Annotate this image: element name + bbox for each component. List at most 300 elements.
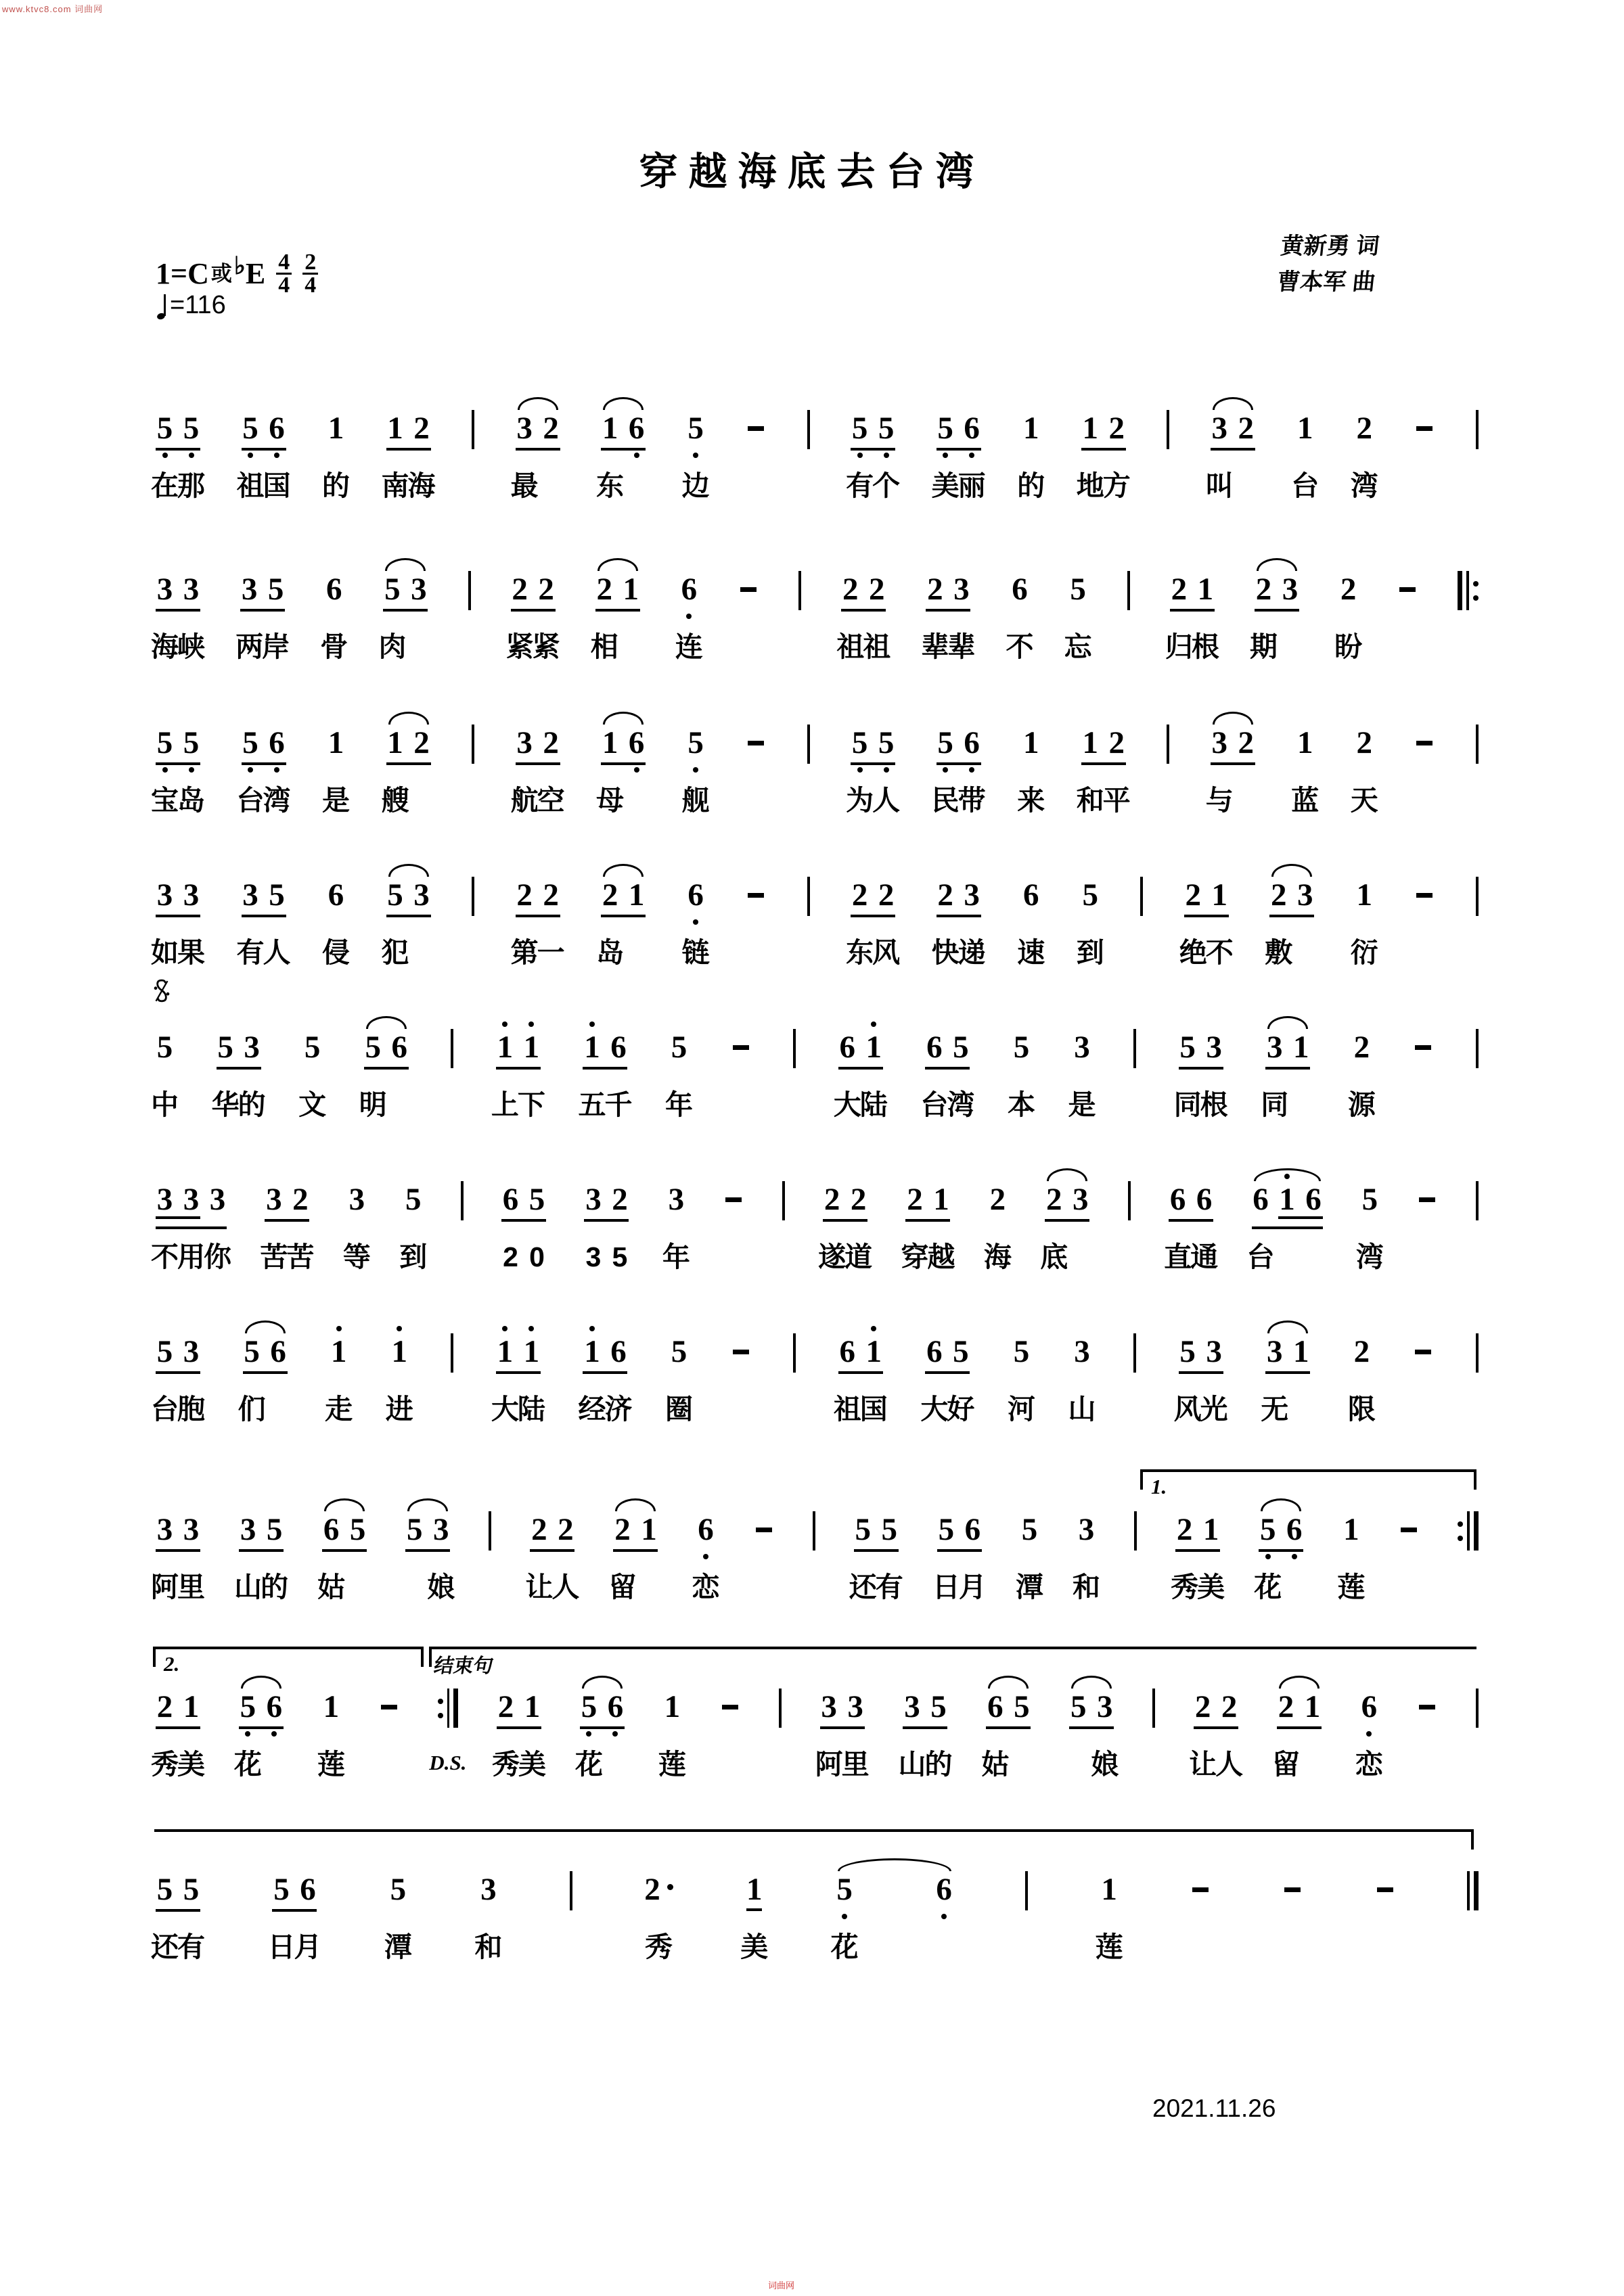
key-signature — [156, 252, 318, 296]
lyric-syllable: 姑 — [981, 1749, 1010, 1780]
lyric-syllable: 和 — [1076, 785, 1104, 816]
note-digit: 6 — [839, 1030, 856, 1065]
lyric-syllable: 河 — [1007, 1394, 1035, 1425]
note — [151, 1030, 179, 1120]
note-digit: 3 — [244, 1030, 260, 1065]
lyric-syllable: 美 — [931, 470, 960, 501]
barline — [1167, 725, 1169, 764]
lyric-syllable: 的 — [924, 1749, 953, 1780]
note-digit: 5 — [878, 411, 895, 446]
barline — [451, 1029, 453, 1068]
lyric-syllable: 辈 — [947, 631, 976, 662]
barline — [1476, 1029, 1479, 1068]
note — [836, 572, 865, 662]
lyric-syllable: 犯 — [381, 937, 409, 968]
note — [236, 411, 265, 501]
note — [151, 877, 179, 968]
lyric-syllable: 文 — [298, 1089, 327, 1120]
note-digit: 2 — [644, 1872, 660, 1907]
note-digit: 5 — [1013, 1030, 1030, 1065]
note — [1272, 1689, 1300, 1780]
note-digit: 3 — [411, 572, 427, 607]
b-thin — [1467, 1871, 1470, 1910]
note-digit: 5 — [1070, 1689, 1087, 1724]
note — [1303, 1691, 1322, 1722]
lyric-syllable: 人 — [551, 1571, 580, 1603]
note — [584, 1182, 602, 1272]
note — [322, 877, 351, 968]
note — [846, 877, 874, 968]
lyric-syllable: 里 — [177, 1571, 205, 1603]
note-digit: 1 — [183, 1689, 200, 1724]
note-digit: 5 — [217, 1030, 233, 1065]
note-digit: 1 — [523, 1030, 540, 1065]
note — [932, 1512, 960, 1603]
low-octave-dot — [162, 767, 168, 773]
note — [935, 1874, 953, 1905]
note-digit: 1 — [391, 1334, 407, 1369]
lyric-syllable: 湾 — [263, 785, 291, 816]
note-digit: 3 — [348, 1182, 365, 1217]
note — [1305, 1184, 1323, 1215]
note-digit: 5 — [240, 1689, 256, 1724]
note-digit: 3 — [432, 1512, 449, 1547]
lyric-syllable: 风 — [872, 937, 901, 968]
sixteenth-subgroup — [1278, 1184, 1323, 1219]
note-digit: 5 — [390, 1872, 407, 1907]
note — [1165, 572, 1193, 662]
note-digit: 5 — [938, 1512, 955, 1547]
low-octave-dot — [884, 453, 889, 458]
note — [427, 1512, 455, 1603]
lyric-syllable: 第 — [510, 937, 539, 968]
composer-credit: 曹本军 曲 — [1276, 269, 1377, 295]
note-digit: 5 — [156, 1872, 173, 1907]
music-line-4 — [151, 877, 1479, 968]
note — [692, 1512, 720, 1603]
note — [1237, 727, 1255, 758]
flat-icon: ♭ — [233, 252, 246, 279]
note-digit: 6 — [681, 572, 698, 607]
note — [920, 1030, 949, 1120]
note-digit: 6 — [300, 1872, 316, 1907]
note-digit: 2 — [543, 725, 559, 760]
note — [1102, 725, 1131, 816]
lyric-syllable: 在 — [151, 470, 179, 501]
note-digit: 3 — [516, 411, 533, 446]
low-octave-dot — [842, 1914, 847, 1919]
lyric-syllable: 莲 — [658, 1749, 686, 1780]
lyric-syllable: 母 — [596, 785, 625, 816]
beam-group — [846, 877, 901, 968]
low-octave-dot — [634, 767, 639, 773]
lyric-syllable: 的 — [1017, 470, 1045, 501]
beam-group — [578, 1334, 633, 1425]
note-digit: 2 — [850, 1182, 867, 1217]
beam-group — [405, 1512, 455, 1603]
note-digit: 6 — [269, 725, 285, 760]
note-digit: 1 — [602, 411, 618, 446]
lyric-syllable: 宝 — [151, 785, 179, 816]
note-digit: 5 — [855, 1512, 872, 1547]
barline — [461, 1181, 464, 1220]
quarter-note-icon — [157, 293, 167, 320]
lyric-syllable: 好 — [947, 1394, 975, 1425]
note-digit: 3 — [156, 572, 173, 607]
lyric-syllable: 祖 — [863, 631, 891, 662]
note-digit: 3 — [1097, 1689, 1113, 1724]
note-digit: 3 — [240, 1512, 256, 1547]
note — [510, 877, 539, 968]
note-digit: 2 — [156, 1689, 173, 1724]
note-digit: 1 — [584, 1334, 600, 1369]
note — [1250, 572, 1278, 662]
lyric-syllable: 岛 — [177, 785, 205, 816]
beam-group — [1179, 877, 1234, 968]
note-digit: 5 — [687, 725, 704, 760]
note-digit: 1 — [330, 1334, 347, 1369]
lyric-syllable: 蓝 — [1291, 785, 1320, 816]
duration-dash — [723, 1184, 744, 1215]
note-digit: 2 — [1353, 1030, 1370, 1065]
note — [1215, 1689, 1244, 1780]
lyric-syllable: 莲 — [1337, 1571, 1366, 1603]
tempo-value: =116 — [170, 291, 226, 319]
note-digit: 3 — [1073, 1182, 1089, 1217]
note-digit: 2 — [292, 1182, 309, 1217]
lyric-syllable: 明 — [359, 1089, 387, 1120]
barline — [1476, 1333, 1479, 1373]
note — [492, 1689, 520, 1780]
note — [606, 1691, 625, 1722]
note — [849, 1512, 877, 1603]
lyric-syllable: 娘 — [427, 1571, 455, 1603]
duration-dash — [1413, 1032, 1433, 1063]
beam-group — [510, 411, 560, 501]
note-digit: 6 — [1286, 1512, 1303, 1547]
note — [1191, 572, 1219, 662]
note — [501, 1182, 520, 1272]
note — [260, 1182, 288, 1272]
beam-group — [1272, 1689, 1322, 1780]
note — [407, 411, 436, 501]
note — [151, 1182, 179, 1272]
beam-group — [505, 572, 560, 662]
lyric-syllable: 你 — [204, 1241, 231, 1272]
lyric-syllable: 艘 — [381, 785, 409, 816]
note-digit: 2 — [1176, 1512, 1193, 1547]
lyric-syllable: 还 — [849, 1571, 877, 1603]
high-octave-dot — [1284, 1174, 1290, 1179]
note-digit: 2 — [907, 1182, 923, 1217]
note — [551, 1512, 580, 1603]
low-octave-dot — [248, 767, 253, 773]
lyric-syllable: 们 — [238, 1394, 266, 1425]
note-digit: 2 — [1108, 411, 1125, 446]
note — [1292, 1336, 1310, 1367]
note — [578, 1030, 606, 1120]
coda-bracket — [429, 1647, 1476, 1677]
lyric-syllable: 和 — [1073, 1571, 1101, 1603]
note — [204, 1182, 231, 1272]
watermark-top: www.ktvc8.com 词曲网 — [2, 4, 104, 14]
lyric-syllable: 肉 — [378, 631, 407, 662]
beam-group — [1246, 1182, 1323, 1272]
duration-dash — [720, 1691, 740, 1722]
beam-group — [510, 725, 565, 816]
lyric-syllable: 月 — [294, 1931, 322, 1962]
note — [267, 1872, 296, 1962]
high-octave-dot — [502, 1021, 508, 1027]
lyric-syllable: 花 — [233, 1749, 262, 1780]
note — [542, 413, 560, 444]
duration-dash — [731, 1032, 751, 1063]
note — [665, 1334, 694, 1425]
duration-dash — [738, 574, 759, 605]
low-octave-dot — [274, 767, 279, 773]
beam-group — [1164, 1182, 1219, 1272]
lyric-syllable: 峡 — [177, 631, 205, 662]
lyric-syllable: 莲 — [317, 1749, 345, 1780]
note — [525, 1512, 554, 1603]
beam-group — [596, 725, 646, 816]
lyric-syllable: 台 — [920, 1089, 949, 1120]
note — [681, 877, 710, 968]
note-digit: 5 — [1021, 1512, 1038, 1547]
barline — [793, 1333, 796, 1373]
low-octave-dot — [969, 453, 974, 458]
lyric-syllable: 海 — [407, 470, 436, 501]
note — [286, 1182, 315, 1272]
note — [263, 411, 291, 501]
note — [378, 572, 407, 662]
beam-group — [1205, 725, 1255, 816]
note-digit: 3 — [480, 1872, 497, 1907]
note-digit: 2 — [927, 572, 943, 607]
low-octave-dot — [1292, 1554, 1297, 1559]
note — [1197, 1512, 1225, 1603]
beam-group — [151, 1872, 205, 1962]
note-digit: 3 — [1267, 1030, 1283, 1065]
note-digit: 2 — [878, 877, 895, 913]
sixteenth-subgroup — [151, 1182, 205, 1272]
low-octave-dot — [1265, 1554, 1271, 1559]
lyric-syllable: 大 — [920, 1394, 949, 1425]
note-digit: 5 — [266, 1512, 283, 1547]
note-digit: 1 — [1082, 725, 1098, 760]
note — [381, 725, 409, 816]
beam-group — [815, 1689, 870, 1780]
lyric-syllable: 不 — [1205, 937, 1234, 968]
lyric-syllable: 地 — [1076, 470, 1104, 501]
note — [622, 574, 640, 605]
note — [177, 572, 205, 662]
note — [385, 1334, 413, 1425]
beam-group — [317, 1512, 367, 1603]
note-digit: 6 — [687, 877, 704, 913]
low-octave-dot — [686, 614, 692, 619]
note-digit: 6 — [1253, 1182, 1269, 1217]
note — [235, 572, 264, 662]
note-digit: 2 — [596, 572, 612, 607]
barline — [1476, 877, 1479, 916]
lyric-syllable: 为 — [846, 785, 874, 816]
lyric-syllable: 胞 — [177, 1394, 205, 1425]
lyric-syllable: 莲 — [1095, 1931, 1123, 1962]
note-digit: 3 — [183, 1182, 200, 1217]
lyric-syllable: 留 — [1272, 1749, 1300, 1780]
low-octave-dot — [693, 453, 698, 458]
note — [901, 1182, 929, 1272]
note-digit: 5 — [581, 1689, 597, 1724]
note-digit: 3 — [1078, 1512, 1095, 1547]
note — [931, 411, 960, 501]
song-title: 穿越海底去台湾 — [639, 150, 985, 193]
lyric-syllable: 连 — [675, 631, 703, 662]
note — [898, 1689, 926, 1780]
note — [875, 1512, 903, 1603]
note — [177, 1334, 205, 1425]
note — [644, 1872, 673, 1962]
note — [1355, 1182, 1384, 1272]
note-digit: 1 — [1197, 572, 1214, 607]
note-digit: 3 — [241, 572, 258, 607]
lyric-syllable: 骨 — [320, 631, 348, 662]
beam-group — [931, 877, 986, 968]
note-digit: 5 — [269, 877, 285, 913]
beam-group — [1261, 1030, 1310, 1120]
note-digit: 2 — [869, 572, 885, 607]
note-digit: 5 — [156, 725, 173, 760]
note-digit: 2 — [1271, 877, 1287, 913]
bracket-label: 1. — [1151, 1475, 1167, 1498]
note-digit: 6 — [1169, 1182, 1186, 1217]
note-digit: 6 — [1196, 1182, 1213, 1217]
note — [399, 1182, 428, 1272]
note-digit: 2 — [1238, 411, 1254, 446]
lyric-syllable: 快 — [931, 937, 960, 968]
barline — [1152, 1689, 1155, 1728]
lyric-syllable: 敷 — [1265, 937, 1293, 968]
beam-group — [846, 725, 901, 816]
note — [830, 1872, 859, 1962]
note — [359, 1030, 387, 1120]
lyric-syllable: 根 — [1200, 1089, 1228, 1120]
beam-group — [830, 1872, 953, 1962]
barline — [451, 1333, 453, 1373]
music-line-9 — [151, 1652, 1479, 1780]
note — [1205, 411, 1234, 501]
lyric-syllable: 有 — [177, 1931, 205, 1962]
note-digit: 5 — [1082, 877, 1098, 913]
note — [517, 1030, 545, 1120]
note-digit: 2 — [1356, 411, 1373, 446]
final-barline — [1467, 1871, 1479, 1910]
lyric-syllable: 经 — [578, 1394, 606, 1425]
note — [1200, 1334, 1228, 1425]
note — [1189, 1689, 1217, 1780]
lyric-syllable: 紧 — [505, 631, 534, 662]
note-digit: 3 — [156, 1512, 173, 1547]
note — [238, 1030, 266, 1120]
volta-bracket — [153, 1647, 424, 1676]
note-digit: 1 — [664, 1689, 681, 1724]
note — [675, 572, 703, 662]
note — [872, 877, 901, 968]
lyric-syllable: 还 — [151, 1931, 179, 1962]
note-digit: 3 — [183, 1334, 200, 1369]
note-digit: 3 — [1206, 1334, 1222, 1369]
note-digit: 2 — [413, 725, 430, 760]
note-digit: 1 — [1297, 411, 1313, 446]
note — [348, 1514, 367, 1545]
note-digit: 3 — [964, 877, 980, 913]
note-digit: 5 — [851, 411, 868, 446]
low-octave-dot — [693, 767, 698, 773]
repeat-dots — [438, 1689, 443, 1728]
note-digit: 6 — [266, 1689, 283, 1724]
note — [1265, 877, 1293, 968]
beam-group — [921, 572, 976, 662]
low-octave-dot — [274, 453, 279, 458]
note-digit: 3 — [413, 877, 430, 913]
beam-group — [574, 1689, 625, 1780]
note-digit: 2 — [1108, 725, 1125, 760]
note — [596, 877, 625, 968]
beam-group — [1173, 1334, 1228, 1425]
beam-group — [1171, 1512, 1225, 1603]
beam-group — [525, 1512, 580, 1603]
note — [322, 725, 351, 816]
lyric-syllable: 用 — [177, 1241, 205, 1272]
lyric-syllable: 来 — [1017, 785, 1045, 816]
note — [238, 1334, 266, 1425]
note-digit: 1 — [1356, 877, 1373, 913]
note-digit: 6 — [964, 725, 980, 760]
barline — [807, 877, 810, 916]
repeat-start-barline — [1458, 571, 1479, 610]
note-digit: 2 — [1356, 725, 1373, 760]
lyric-syllable: 里 — [841, 1749, 870, 1780]
note-digit: 5 — [349, 1512, 366, 1547]
beam-group — [1040, 1182, 1089, 1272]
lyric-syllable: 归 — [1165, 631, 1193, 662]
note — [931, 877, 960, 968]
lyric-syllable: 人 — [1215, 1749, 1244, 1780]
note — [833, 1334, 861, 1425]
lyric-syllable: 的 — [238, 1089, 266, 1120]
note — [491, 1030, 519, 1120]
note-digit: 1 — [1211, 877, 1227, 913]
note — [924, 1689, 953, 1780]
note-digit: 5 — [937, 411, 953, 446]
note-digit: 3 — [183, 877, 200, 913]
lyric-syllable: 速 — [1017, 937, 1045, 968]
beam-group — [1265, 877, 1314, 968]
note — [1347, 1334, 1376, 1425]
note — [627, 413, 646, 444]
note-digit: 1 — [1101, 1872, 1117, 1907]
lyric-syllable: 如 — [151, 937, 179, 968]
duration-dash — [1399, 1514, 1419, 1545]
lyric-syllable: 恋 — [1355, 1749, 1383, 1780]
note — [1291, 725, 1320, 816]
note-digit: 5 — [384, 572, 401, 607]
lyric-syllable: 恋 — [692, 1571, 720, 1603]
ts-den: 4 — [304, 273, 317, 298]
beam-group — [492, 1689, 547, 1780]
lyric-syllable: 山 — [234, 1571, 263, 1603]
